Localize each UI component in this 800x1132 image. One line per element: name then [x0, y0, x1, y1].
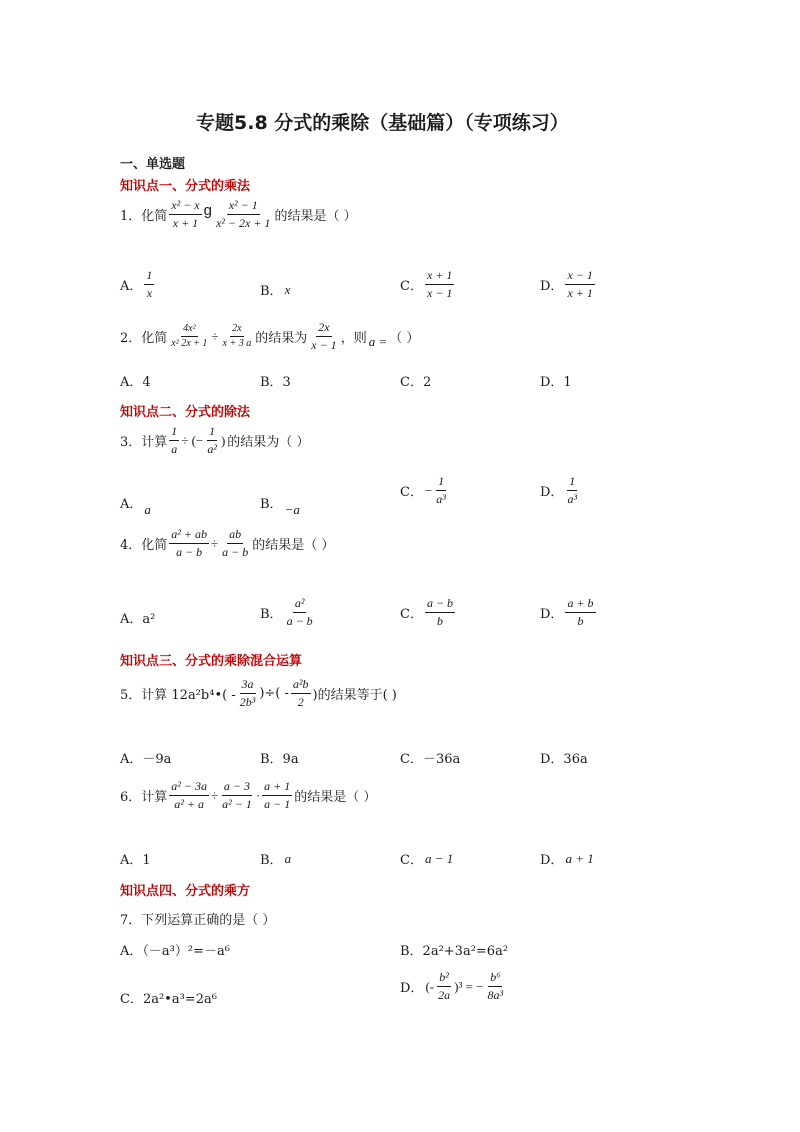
- q5-fraction-1: $\frac{3a}{\text{2b³}}$: [239, 677, 256, 709]
- q3-option-a[interactable]: A． a: [120, 496, 151, 517]
- knowledge-point-1: 知识点一、分式的乘法: [120, 179, 251, 194]
- q7-d-fraction-1: $\frac{\text{b²}}{2a}$: [438, 970, 451, 1002]
- q2-option-d[interactable]: D．1: [540, 375, 572, 390]
- q6-option-a[interactable]: A．1: [120, 853, 151, 868]
- q7-d-fraction-2: $\frac{\text{b⁶}}{\text{8a³}}$: [487, 970, 504, 1002]
- question-4: 4．化简 $\frac{\text{a² + ab}}{a - b}$ ÷ $\frac{ab}{a - b}$ 的结果是（ ）: [120, 527, 335, 559]
- q7-option-a[interactable]: A．（－a³）²=－a⁶: [120, 944, 230, 959]
- q6-option-d[interactable]: D． a + 1: [540, 850, 594, 868]
- q4-option-b[interactable]: B． $\frac{\text{a²}}{a - b}$: [260, 596, 313, 628]
- q3-d-fraction: $\frac{1}{\text{a³}}$: [567, 474, 578, 506]
- question-3: 3．计算 $\frac{1}{a}$ ÷ (− $\frac{1}{\text{a²}}$ ) 的结果为（ ）: [120, 424, 310, 456]
- page-title: 专题5.8 分式的乘除（基础篇）（专项练习）: [196, 112, 569, 134]
- q2-fraction-2: $\frac{2x}{x + 3 a}$: [222, 322, 252, 349]
- q1-suffix: 的结果是（ ）: [274, 209, 357, 224]
- question-5: 5．计算 12a²b⁴•( - $\frac{3a}{\text{2b³}}$ )÷( - $\frac{\text{a²b}}{2}$ )的结果等于( ): [120, 677, 397, 709]
- q2-option-c[interactable]: C．2: [400, 375, 432, 390]
- q3-c-fraction: $\frac{1}{\text{a³}}$: [436, 474, 446, 506]
- knowledge-point-4: 知识点四、分式的乘方: [120, 884, 251, 899]
- q6-fraction-2: $\frac{a - 3}{\text{a² − 1}}$: [222, 779, 252, 811]
- knowledge-point-3: 知识点三、分式的乘除混合运算: [120, 654, 303, 669]
- q4-fraction-1: $\frac{\text{a² + ab}}{a - b}$: [171, 527, 207, 559]
- q1-operator: g: [203, 202, 212, 219]
- q3-fraction-2: $\frac{1}{\text{a²}}$: [207, 424, 217, 456]
- q3-option-b[interactable]: B． −a: [260, 496, 300, 517]
- q1-option-c[interactable]: C． $\frac{x + 1}{x - 1}$: [400, 268, 453, 300]
- q5-option-a[interactable]: A．－9a: [120, 752, 172, 767]
- q1-d-fraction: $\frac{x - 1}{x + 1}$: [567, 268, 593, 300]
- q6-option-c[interactable]: C． a − 1: [400, 850, 454, 868]
- q4-option-a[interactable]: A．a²: [120, 612, 156, 627]
- q2-result-fraction: $\frac{2x}{x - 1}$: [311, 320, 337, 352]
- q7-option-b[interactable]: B．2a²+3a²=6a²: [400, 944, 509, 959]
- q7-option-d[interactable]: D． (- $\frac{\text{b²}}{2a}$ )³ = − $\frac{\text{b⁶}}{\text{8a³}}$: [400, 970, 504, 1002]
- q1-option-d[interactable]: D． $\frac{x - 1}{x + 1}$: [540, 268, 593, 300]
- q1-fraction-2: $\frac{\text{x² − 1}}{\text{x² − 2x + 1}}$: [215, 198, 271, 230]
- q1-option-b[interactable]: B． x: [260, 281, 291, 299]
- q2-option-b[interactable]: B．3: [260, 375, 291, 390]
- q4-fraction-2: $\frac{ab}{a - b}$: [222, 527, 249, 559]
- q1-fraction-1: $\frac{\text{x² − x}}{x + 1}$: [171, 198, 200, 230]
- q1-a-fraction: $\frac{1}{x}$: [146, 268, 153, 300]
- q2-option-a[interactable]: A．4: [120, 375, 151, 390]
- q5-option-c[interactable]: C．－36a: [400, 752, 461, 767]
- q5-option-d[interactable]: D．36a: [540, 752, 588, 767]
- q3-option-d[interactable]: D． $\frac{1}{\text{a³}}$: [540, 474, 578, 506]
- q6-fraction-1: $\frac{\text{a² − 3a}}{\text{a² + a}}$: [171, 779, 207, 811]
- q4-option-d[interactable]: D． $\frac{a + b}{b}$: [540, 596, 594, 628]
- q3-fraction-1: $\frac{1}{a}$: [171, 424, 178, 456]
- q2-fraction-1: $\frac{\text{4x²}}{\text{x² 2x + 1}}$: [171, 322, 208, 349]
- knowledge-point-2: 知识点二、分式的除法: [120, 405, 251, 420]
- q5-fraction-2: $\frac{\text{a²b}}{2}$: [292, 677, 309, 709]
- q4-option-c[interactable]: C． $\frac{a - b}{b}$: [400, 596, 454, 628]
- q5-option-b[interactable]: B．9a: [260, 752, 299, 767]
- q3-option-c[interactable]: C． − $\frac{1}{\text{a³}}$: [400, 474, 446, 506]
- q1-c-fraction: $\frac{x + 1}{x - 1}$: [426, 268, 453, 300]
- question-7: 7．下列运算正确的是（ ）: [120, 913, 276, 928]
- question-2: 2．化简 $\frac{\text{4x²}}{\text{x² 2x + 1}}$ ÷ $\frac{2x}{x + 3 a}$ 的结果为 $\frac{2x}{x - 1}$ ，则 a = （ ）: [120, 320, 420, 352]
- q6-fraction-3: $\frac{a + 1}{a - 1}$: [264, 779, 291, 811]
- q7-option-c[interactable]: C．2a²•a³=2a⁶: [120, 992, 217, 1007]
- question-1: [120, 198, 359, 231]
- q1-prefix: 1．化简: [120, 209, 168, 224]
- q4-c-fraction: $\frac{a - b}{b}$: [426, 596, 454, 628]
- q1-option-a[interactable]: A． $\frac{1}{x}$: [120, 268, 153, 300]
- question-6: 6．计算 $\frac{\text{a² − 3a}}{\text{a² + a}}$ ÷ $\frac{a - 3}{\text{a² − 1}}$ · $\frac{a + 1}{a - 1}$ 的结果是（ ）: [120, 779, 377, 811]
- q4-d-fraction: $\frac{a + b}{b}$: [567, 596, 594, 628]
- q6-option-b[interactable]: B． a: [260, 850, 292, 868]
- q4-b-fraction: $\frac{\text{a²}}{a - b}$: [286, 596, 313, 628]
- section-heading: 一、单选题: [120, 157, 186, 172]
